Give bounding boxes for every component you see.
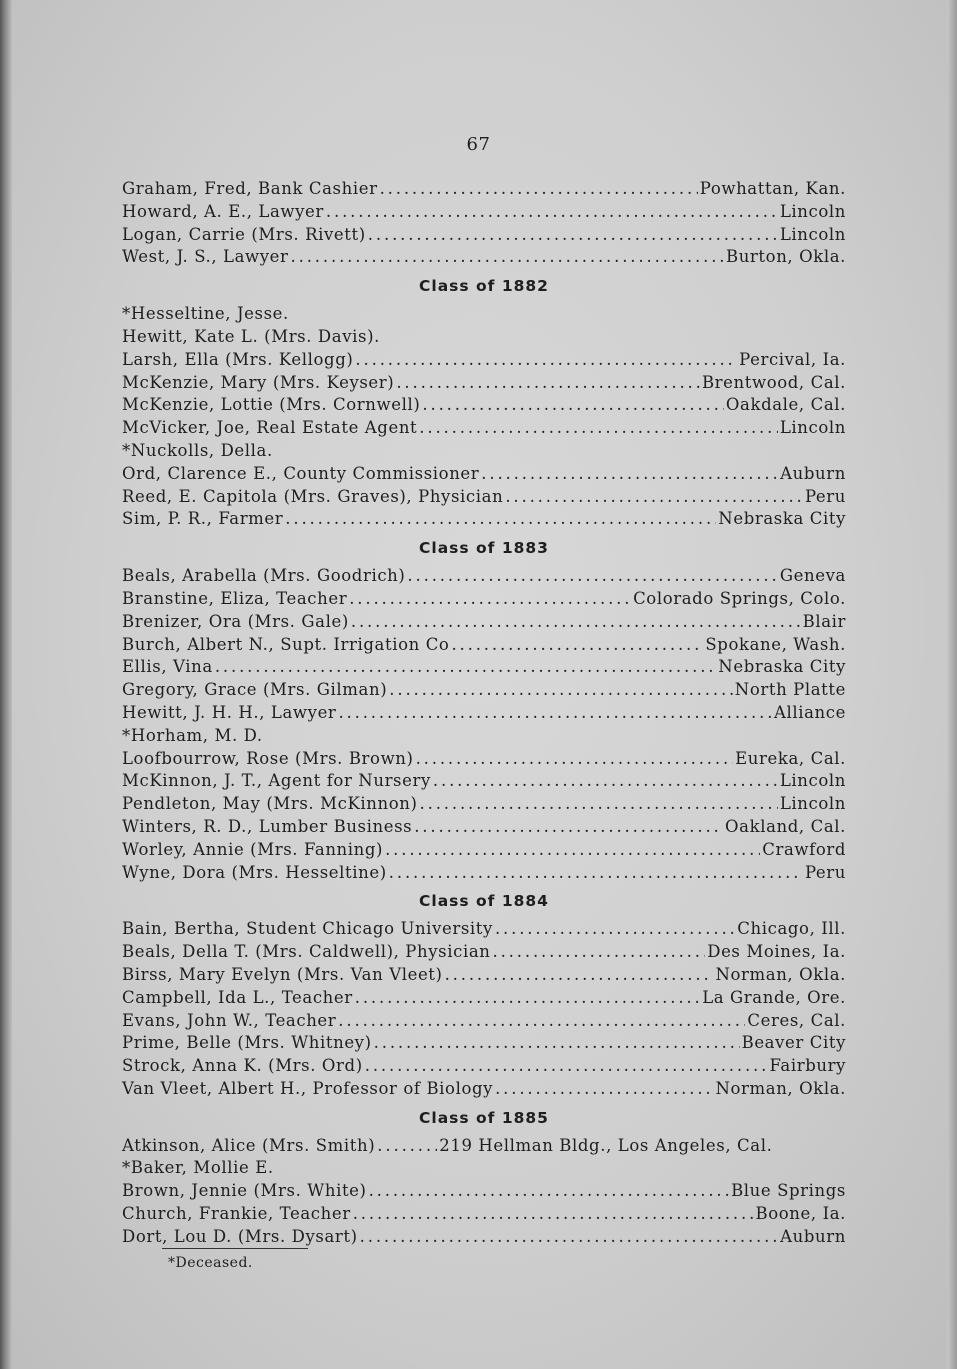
dot-leader	[419, 417, 778, 440]
page-number: 67	[466, 134, 491, 155]
entry-place: Blair	[802, 611, 846, 631]
entry-name: Brown, Jennie (Mrs. White)	[122, 1181, 367, 1201]
list-item	[122, 508, 846, 531]
list-item	[122, 1157, 846, 1180]
entry-name: Branstine, Eliza, Teacher	[122, 588, 348, 608]
list-item	[122, 634, 846, 657]
entry-name: Gregory, Grace (Mrs. Gilman)	[122, 680, 388, 700]
dot-leader	[368, 224, 778, 247]
dot-leader	[374, 1032, 740, 1055]
dot-leader	[349, 588, 631, 611]
page-binding-shadow	[0, 0, 12, 1369]
entry-name: Atkinson, Alice (Mrs. Smith)	[122, 1135, 376, 1155]
entry-place: Eureka, Cal.	[735, 748, 846, 768]
entry-place: Norman, Okla.	[715, 964, 846, 984]
dot-leader	[422, 394, 724, 417]
alumni-list	[122, 178, 846, 1249]
dot-leader	[505, 486, 803, 509]
dot-leader	[481, 463, 778, 486]
entry-name: Loofbourrow, Rose (Mrs. Brown)	[122, 748, 414, 768]
entry-name: Winters, R. D., Lumber Business	[122, 816, 413, 836]
list-item	[122, 816, 846, 839]
entry-name: Logan, Carrie (Mrs. Rivett)	[122, 224, 366, 244]
entry-place: Peru	[804, 486, 846, 506]
entry-name: Worley, Annie (Mrs. Fanning)	[122, 839, 384, 859]
list-item	[122, 1203, 846, 1226]
entry-name: *Nuckolls, Della.	[122, 440, 273, 460]
class-heading-1884: Class of 1884	[419, 892, 549, 911]
dot-leader	[369, 1180, 729, 1203]
dot-leader	[355, 987, 700, 1010]
entry-name: Pendleton, May (Mrs. McKinnon)	[122, 794, 418, 814]
entry-name: Prime, Belle (Mrs. Whitney)	[122, 1033, 372, 1053]
list-item	[122, 201, 846, 224]
dot-leader	[451, 634, 703, 657]
list-item	[122, 679, 846, 702]
list-item	[122, 656, 846, 679]
entry-place: Nebraska City	[718, 657, 846, 677]
entry-place: Lincoln	[779, 771, 846, 791]
dot-leader	[396, 372, 700, 395]
dot-leader	[365, 1055, 768, 1078]
entry-name: McVicker, Joe, Real Estate Agent	[122, 418, 418, 438]
list-item	[122, 565, 846, 588]
entry-place: Norman, Okla.	[715, 1078, 846, 1098]
entry-name: Wyne, Dora (Mrs. Hesseltine)	[122, 862, 387, 882]
entry-place: Lincoln	[779, 224, 846, 244]
list-item	[122, 326, 846, 349]
dot-leader	[353, 1203, 754, 1226]
footnote-rule	[162, 1248, 308, 1249]
entry-name: McKenzie, Mary (Mrs. Keyser)	[122, 372, 395, 392]
list-item	[122, 725, 846, 748]
entry-place: Auburn	[780, 463, 846, 483]
entry-place: 219 Hellman Bldg., Los Angeles, Cal.	[439, 1135, 773, 1155]
list-item	[122, 748, 846, 771]
dot-leader	[360, 1226, 778, 1249]
dot-leader	[351, 611, 801, 634]
list-item	[122, 588, 846, 611]
list-item	[122, 303, 846, 326]
entry-name: Burch, Albert N., Supt. Irrigation Co	[122, 634, 450, 654]
entry-place: Boone, Ia.	[755, 1204, 846, 1224]
class-heading-1883: Class of 1883	[419, 539, 549, 558]
entry-place: Lincoln	[779, 201, 846, 221]
entry-name: Campbell, Ida L., Teacher	[122, 987, 353, 1007]
entry-name: Strock, Anna K. (Mrs. Ord)	[122, 1056, 363, 1076]
entry-name: Dort, Lou D. (Mrs. Dysart)	[122, 1226, 358, 1246]
list-item	[122, 702, 846, 725]
dot-leader	[215, 656, 716, 679]
entry-name: Hewitt, Kate L. (Mrs. Davis).	[122, 326, 380, 346]
dot-leader	[355, 349, 737, 372]
dot-leader	[414, 816, 723, 839]
entry-name: Graham, Fred, Bank Cashier	[122, 179, 378, 198]
entry-name: Sim, P. R., Farmer	[122, 509, 284, 529]
entry-name: Reed, E. Capitola (Mrs. Graves), Physician	[122, 486, 504, 506]
entry-place: Nebraska City	[718, 509, 846, 529]
dot-leader	[416, 748, 734, 771]
entry-place: Colorado Springs, Colo.	[633, 588, 846, 608]
entry-name: *Baker, Mollie E.	[122, 1158, 274, 1178]
dot-leader	[338, 1010, 745, 1033]
dot-leader	[377, 1135, 437, 1158]
entry-name: Brenizer, Ora (Mrs. Gale)	[122, 611, 349, 631]
dot-leader	[291, 246, 724, 269]
entry-place: Percival, Ia.	[739, 349, 846, 369]
entry-name: *Hesseltine, Jesse.	[122, 304, 289, 324]
entry-name: Van Vleet, Albert H., Professor of Biology	[122, 1078, 494, 1098]
list-item	[122, 770, 846, 793]
list-item	[122, 246, 846, 269]
dot-leader	[495, 918, 735, 941]
entry-name: Larsh, Ella (Mrs. Kellogg)	[122, 349, 354, 369]
list-item	[122, 1135, 846, 1158]
list-item	[122, 178, 846, 201]
entry-place: Auburn	[780, 1226, 846, 1246]
entry-place: Peru	[804, 862, 846, 882]
list-item	[122, 862, 846, 885]
list-item	[122, 1226, 846, 1249]
list-item	[122, 486, 846, 509]
list-item	[122, 987, 846, 1010]
list-item	[122, 1078, 846, 1101]
list-item	[122, 224, 846, 247]
entry-name: Ellis, Vina	[122, 657, 213, 677]
entry-place: Des Moines, Ia.	[707, 942, 846, 962]
list-item	[122, 1180, 846, 1203]
list-item	[122, 463, 846, 486]
entry-place: Oakdale, Cal.	[725, 395, 846, 415]
dot-leader	[389, 862, 803, 885]
list-item	[122, 394, 846, 417]
list-item	[122, 372, 846, 395]
entry-place: La Grande, Ore.	[702, 987, 846, 1007]
list-item	[122, 1055, 846, 1078]
entry-name: *Horham, M. D.	[122, 725, 263, 745]
footnote-text: *Deceased.	[168, 1255, 253, 1271]
dot-leader	[493, 941, 706, 964]
dot-leader	[338, 702, 772, 725]
entry-name: Hewitt, J. H. H., Lawyer	[122, 702, 337, 722]
entry-name: Birss, Mary Evelyn (Mrs. Van Vleet)	[122, 964, 443, 984]
list-item	[122, 918, 846, 941]
list-item	[122, 793, 846, 816]
footnote	[162, 1248, 308, 1271]
page-edge-shadow	[947, 0, 957, 1369]
dot-leader	[445, 964, 714, 987]
list-item	[122, 941, 846, 964]
entry-place: Fairbury	[769, 1056, 846, 1076]
list-item	[122, 1032, 846, 1055]
entry-name: Beals, Della T. (Mrs. Caldwell), Physician	[122, 942, 491, 962]
dot-leader	[420, 793, 778, 816]
dot-leader	[380, 178, 698, 201]
entry-place: Blue Springs	[731, 1181, 846, 1201]
entry-place: Spokane, Wash.	[705, 634, 846, 654]
list-item	[122, 349, 846, 372]
list-item	[122, 964, 846, 987]
entry-place: Brentwood, Cal.	[701, 372, 846, 392]
class-heading-1882: Class of 1882	[419, 277, 549, 296]
entry-place: Ceres, Cal.	[747, 1010, 846, 1030]
list-item	[122, 611, 846, 634]
entry-name: Church, Frankie, Teacher	[122, 1204, 351, 1224]
entry-place: Oakland, Cal.	[725, 816, 846, 836]
dot-leader	[407, 565, 777, 588]
entry-name: Bain, Bertha, Student Chicago University	[122, 919, 493, 939]
dot-leader	[326, 201, 778, 224]
entry-place: Burton, Okla.	[725, 247, 846, 267]
entry-name: West, J. S., Lawyer	[122, 247, 289, 267]
entry-name: Howard, A. E., Lawyer	[122, 201, 324, 221]
entry-place: Chicago, Ill.	[737, 919, 846, 939]
dot-leader	[385, 839, 760, 862]
entry-place: Beaver City	[741, 1033, 846, 1053]
dot-leader	[495, 1078, 713, 1101]
dot-leader	[433, 770, 778, 793]
entry-place: Lincoln	[779, 794, 846, 814]
entry-name: Evans, John W., Teacher	[122, 1010, 337, 1030]
entry-name: Ord, Clarence E., County Commissioner	[122, 463, 480, 483]
entry-place: North Platte	[734, 680, 846, 700]
entry-place: Geneva	[779, 566, 846, 586]
entry-place: Powhattan, Kan.	[699, 179, 846, 198]
class-heading-1885: Class of 1885	[419, 1108, 549, 1127]
dot-leader	[389, 679, 733, 702]
list-item	[122, 839, 846, 862]
list-item	[122, 440, 846, 463]
entry-name: McKenzie, Lottie (Mrs. Cornwell)	[122, 395, 421, 415]
entry-place: Crawford	[762, 839, 846, 859]
list-item	[122, 417, 846, 440]
entry-place: Alliance	[773, 702, 846, 722]
entry-name: Beals, Arabella (Mrs. Goodrich)	[122, 566, 406, 586]
list-item	[122, 1010, 846, 1033]
entry-place: Lincoln	[779, 418, 846, 438]
dot-leader	[285, 508, 716, 531]
entry-name: McKinnon, J. T., Agent for Nursery	[122, 771, 431, 791]
